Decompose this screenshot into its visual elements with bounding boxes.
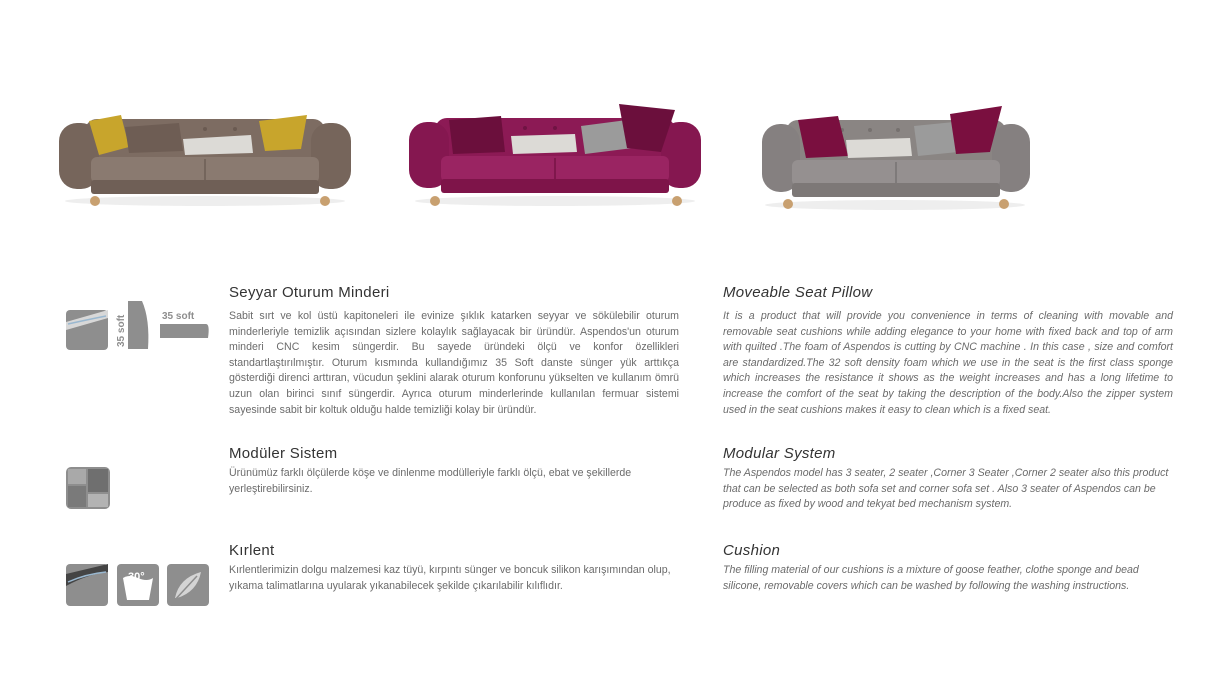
sofa-image-magenta	[405, 100, 705, 210]
modular-blocks-icon	[66, 467, 110, 509]
cushion-body-tr: Kırlentlerimizin dolgu malzemesi kaz tüyü, kırpıntı sünger ve boncuk silikon karışımından olup, yıkama talimatlarına uyularak yıkanabilecek şekilde çıkarılabilir kılıflıdır.	[229, 564, 671, 592]
soft-label-horizontal: 35 soft	[162, 311, 195, 322]
sofa-image-brown	[55, 105, 355, 210]
seat-cushion-icon	[66, 310, 110, 350]
35-soft-foam-flat-icon	[158, 308, 210, 340]
cushion-title-en: Cushion	[723, 542, 781, 559]
modular-body-tr: Ürünümüz farklı ölçülerde köşe ve dinlenme modülleriyle farklı ölçü, ebat ve şekillerde yerleştirebilirsiniz.	[229, 467, 632, 495]
cushion-title-tr: Kırlent	[229, 542, 275, 559]
seat-body-tr: Sabit sırt ve kol üstü kapitoneleri ile evinize şıklık katarken seyyar ve sökülebilir oturum minderleriyle temizlik açısından sizlere kolaylık sağlayacak bir üründür. Aspendos'un oturum minderi CNC kesim süngerdir. Bu sayede üründeki ölçü ve konfor özellikleri standartlaştırılmıştır. Oturum kısmında kullandığımız 35 Soft danste sünger yük arttıkça gösterdiği direnci arttıran, vücudun şeklini alarak oturum konforunu yükselten ve kullanım ömrü uzun olan birinci sınıf süngerdir. Ayrıca oturum minderlerinde kullanılan fermuar sistemi sayesinde sabit bir koltuk olduğu halde temizliği kolay bir üründür.	[229, 310, 679, 416]
seat-title-tr: Seyyar Oturum Minderi	[229, 284, 390, 301]
pillow-icon	[66, 564, 110, 606]
soft-label-vertical: 35 soft	[116, 314, 127, 347]
modular-body-en: The Aspendos model has 3 seater, 2 seater ,Corner 3 Seater ,Corner 2 seater also this product that can be selected as both sofa set and corner sofa set . Also 3 seater of Aspendos can be produce as fixed by wood and tekyat bed mechanism system.	[723, 467, 1169, 511]
modular-title-tr: Modüler Sistem	[229, 445, 338, 462]
wash-temp-label: 30°	[128, 571, 145, 583]
wash-30-degrees-icon	[117, 564, 159, 606]
modular-title-en: Modular System	[723, 445, 836, 462]
cushion-body-en: The filling material of our cushions is a mixture of goose feather, clothe sponge and bead silicone, removable covers which can be washed by following the washing instructions.	[723, 564, 1139, 592]
feather-icon	[167, 564, 209, 606]
seat-title-en: Moveable Seat Pillow	[723, 284, 873, 301]
35-soft-foam-side-icon	[114, 299, 154, 353]
sofa-image-grey	[758, 102, 1033, 212]
seat-body-en: It is a product that will provide you convenience in terms of cleaning with movable and removable seat cushions while adding elegance to your home with fixed back and top of arm with quilted .The foam of Aspendos is cutting by CNC machine . In this case , size and comfort are standardized.The 32 soft density foam which we use in the seat is the first class sponge which increases the resistance it shows as the weight increases and has a long lifetime to increase the comfort of the seat by taking the description of the body.Also the zipper system used in the seat cushions makes it easy to clean which is a fixed seat.	[723, 310, 1173, 416]
